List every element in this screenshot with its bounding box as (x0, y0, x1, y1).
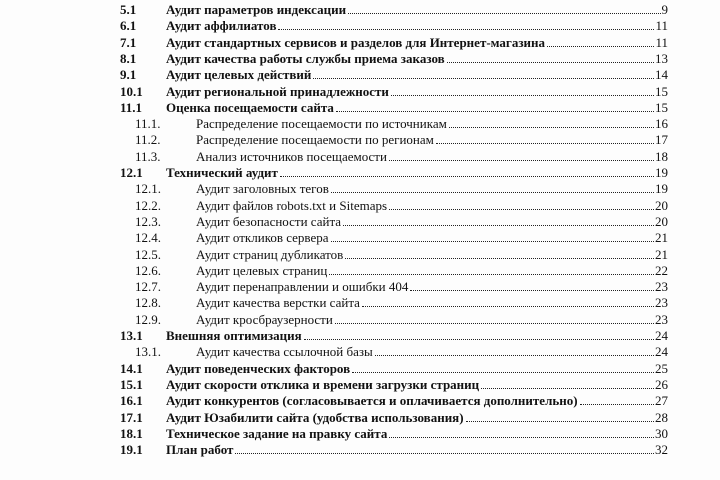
toc-entry-leader-dots (449, 127, 654, 128)
toc-entry-title: Аудит страниц дубликатов (196, 246, 344, 262)
toc-entry[interactable] (0, 2, 720, 18)
toc-entry-leader-dots (389, 209, 654, 210)
toc-entry-page-number: 20 (655, 213, 668, 229)
toc-entry-title: Аудит поведенческих факторов (166, 360, 351, 376)
toc-entry[interactable] (0, 393, 720, 409)
toc-entry-page-number: 21 (655, 246, 668, 262)
toc-entry-number: 19.1 (120, 442, 143, 458)
toc-entry-leader-dots (336, 111, 654, 112)
toc-entry[interactable] (0, 279, 720, 295)
toc-entry-number: 5.1 (120, 2, 137, 17)
toc-entry-leader-dots (391, 95, 654, 96)
toc-entry-page-number: 27 (655, 393, 668, 409)
toc-entry-title: Аудит скорости отклика и времени загрузки страниц (166, 376, 480, 392)
toc-entry-page-number: 18 (655, 148, 668, 164)
toc-entry-number: 8.1 (120, 50, 137, 66)
toc-entry-title: Аудит перенаправлении и ошибки 404 (196, 279, 409, 295)
toc-entry-title: Аудит стандартных сервисов и разделов для Интернет-магазина (166, 34, 546, 50)
toc-entry[interactable] (0, 100, 720, 116)
toc-entry-page-number: 16 (655, 116, 668, 132)
toc-entry-number: 11.1 (120, 99, 143, 115)
toc-entry-leader-dots (345, 258, 654, 259)
toc-entry-leader-dots (331, 192, 654, 193)
toc-entry-leader-dots (304, 339, 654, 340)
toc-entry-title: Аудит файлов robots.txt и Sitemaps (196, 197, 388, 213)
toc-entry-title: Аудит региональной принадлежности (166, 83, 389, 99)
toc-entry-number: 16.1 (120, 393, 143, 409)
toc-entry-page-number: 17 (655, 132, 668, 148)
toc-entry-leader-dots (331, 241, 654, 242)
toc-entry-number: 9.1 (120, 67, 137, 83)
toc-entry-leader-dots (375, 355, 654, 356)
toc-entry-title: Аудит качества верстки сайта (196, 295, 360, 311)
toc-entry-leader-dots (343, 225, 654, 226)
toc-entry-page-number: 9 (661, 2, 668, 17)
toc-entry[interactable] (0, 116, 720, 132)
toc-entry-number: 14.1 (120, 360, 143, 376)
toc-entry-leader-dots (280, 176, 654, 177)
toc-entry[interactable] (0, 247, 720, 263)
toc-entry-title: Аудит откликов сервера (196, 230, 329, 246)
toc-entry[interactable] (0, 426, 720, 442)
toc-entry[interactable] (0, 377, 720, 393)
toc-entry-number: 12.4. (135, 230, 161, 246)
toc-entry-leader-dots (313, 78, 654, 79)
toc-entry-title: Аудит целевых страниц (196, 262, 328, 278)
toc-entry-number: 12.2. (135, 197, 161, 213)
toc-entry-number: 15.1 (120, 376, 143, 392)
toc-entry-page-number: 32 (655, 442, 668, 458)
toc-entry-page-number: 24 (655, 328, 668, 343)
toc-entry[interactable] (0, 295, 720, 311)
toc-entry-page-number: 30 (655, 425, 668, 441)
toc-entry-page-number: 15 (655, 99, 668, 115)
toc-entry-leader-dots (352, 372, 654, 373)
toc-entry-title: Аудит кросбраузерности (196, 311, 333, 327)
toc-entry[interactable] (0, 263, 720, 279)
toc-entry[interactable] (0, 181, 720, 197)
toc-entry[interactable] (0, 84, 720, 100)
toc-entry[interactable] (0, 442, 720, 458)
toc-entry-leader-dots (235, 453, 654, 454)
toc-entry[interactable] (0, 198, 720, 214)
toc-entry-title: Аудит целевых действий (166, 67, 312, 83)
toc-entry[interactable] (0, 132, 720, 148)
toc-entry-page-number: 23 (655, 311, 668, 327)
toc-entry-leader-dots (481, 388, 654, 389)
toc-entry-page-number: 19 (655, 181, 668, 197)
toc-entry-title: Аудит Юзабилити сайта (удобства использования) (166, 409, 464, 425)
toc-entry-number: 12.3. (135, 213, 161, 229)
toc-entry-number: 6.1 (120, 18, 137, 34)
toc-entry-page-number: 23 (655, 295, 668, 311)
toc-entry-leader-dots (329, 274, 654, 275)
toc-entry-title: Аудит качества ссылочной базы (196, 344, 373, 360)
toc-entry[interactable] (0, 230, 720, 246)
toc-entry[interactable] (0, 344, 720, 360)
toc-entry-leader-dots (466, 421, 654, 422)
toc-entry[interactable] (0, 149, 720, 165)
toc-entry-page-number: 13 (655, 50, 668, 66)
toc-entry[interactable] (0, 361, 720, 377)
toc-entry-title: Внешняя оптимизация (166, 328, 302, 343)
toc-entry[interactable] (0, 67, 720, 83)
toc-entry-number: 18.1 (120, 425, 143, 441)
toc-entry-page-number: 15 (655, 83, 668, 99)
toc-entry-number: 12.5. (135, 246, 161, 262)
toc-entry-title: Оценка посещаемости сайта (166, 99, 334, 115)
toc-entry-title: Аудит параметров индексации (166, 2, 347, 17)
toc-entry-leader-dots (410, 290, 654, 291)
toc-entry-page-number: 19 (655, 165, 668, 180)
toc-entry-number: 12.9. (135, 311, 161, 327)
toc-entry-number: 11.3. (135, 148, 161, 164)
toc-entry-page-number: 11 (655, 34, 668, 50)
toc-entry-page-number: 26 (655, 376, 668, 392)
toc-entry-number: 17.1 (120, 409, 143, 425)
toc-entry[interactable] (0, 51, 720, 67)
toc-entry[interactable] (0, 214, 720, 230)
toc-entry-title: Распределение посещаемости по регионам (196, 132, 434, 148)
toc-entry-page-number: 28 (655, 409, 668, 425)
toc-entry-title: Аудит аффилиатов (166, 18, 277, 34)
toc-entry-leader-dots (389, 437, 654, 438)
toc-entry-leader-dots (335, 323, 654, 324)
toc-entry-leader-dots (278, 29, 654, 30)
toc-entry-leader-dots (447, 62, 654, 63)
toc-entry-number: 12.8. (135, 295, 161, 311)
toc-entry-page-number: 25 (655, 360, 668, 376)
toc-entry-page-number: 14 (655, 67, 668, 83)
toc-entry-leader-dots (580, 404, 654, 405)
toc-entry[interactable] (0, 18, 720, 34)
toc-entry-leader-dots (389, 160, 654, 161)
toc-entry-leader-dots (362, 306, 654, 307)
toc-entry-number: 12.7. (135, 279, 161, 295)
toc-entry-page-number: 20 (655, 197, 668, 213)
toc-entry-number: 11.2. (135, 132, 161, 148)
toc-entry[interactable] (0, 328, 720, 344)
toc-entry-title: Анализ источников посещаемости (196, 148, 387, 164)
toc-entry-title: Распределение посещаемости по источникам (196, 116, 447, 132)
toc-entry[interactable] (0, 312, 720, 328)
toc-entry[interactable] (0, 165, 720, 181)
toc-entry-number: 12.1 (120, 165, 143, 180)
toc-entry-page-number: 11 (655, 18, 668, 34)
toc-entry-title: Техническое задание на правку сайта (166, 425, 388, 441)
toc-entry-title: Технический аудит (166, 165, 278, 180)
toc-entry-page-number: 24 (655, 344, 668, 360)
toc-entry-number: 12.1. (135, 181, 161, 197)
toc-entry-title: Аудит конкурентов (согласовывается и оплачивается дополнительно) (166, 393, 578, 409)
toc-entry-leader-dots (547, 46, 654, 47)
toc-entry-title: Аудит заголовных тегов (196, 181, 329, 197)
toc-entry-number: 7.1 (120, 34, 137, 50)
toc-entry[interactable] (0, 35, 720, 51)
toc-entry-number: 13.1 (120, 328, 143, 343)
toc-entry-number: 12.6. (135, 262, 161, 278)
toc-entry-page-number: 22 (655, 262, 668, 278)
toc-entry[interactable] (0, 410, 720, 426)
toc-entry-leader-dots (436, 143, 654, 144)
toc-entry-number: 13.1. (135, 344, 161, 360)
toc-entry-page-number: 21 (655, 230, 668, 246)
toc-entry-number: 10.1 (120, 83, 143, 99)
toc-entry-number: 11.1. (135, 116, 161, 132)
toc-entry-leader-dots (348, 13, 661, 14)
toc-entry-title: Аудит безопасности сайта (196, 213, 342, 229)
toc-entry-title: Аудит качества работы службы приема заказов (166, 50, 445, 66)
toc-entry-page-number: 23 (655, 279, 668, 295)
toc-entry-title: План работ (166, 442, 234, 458)
